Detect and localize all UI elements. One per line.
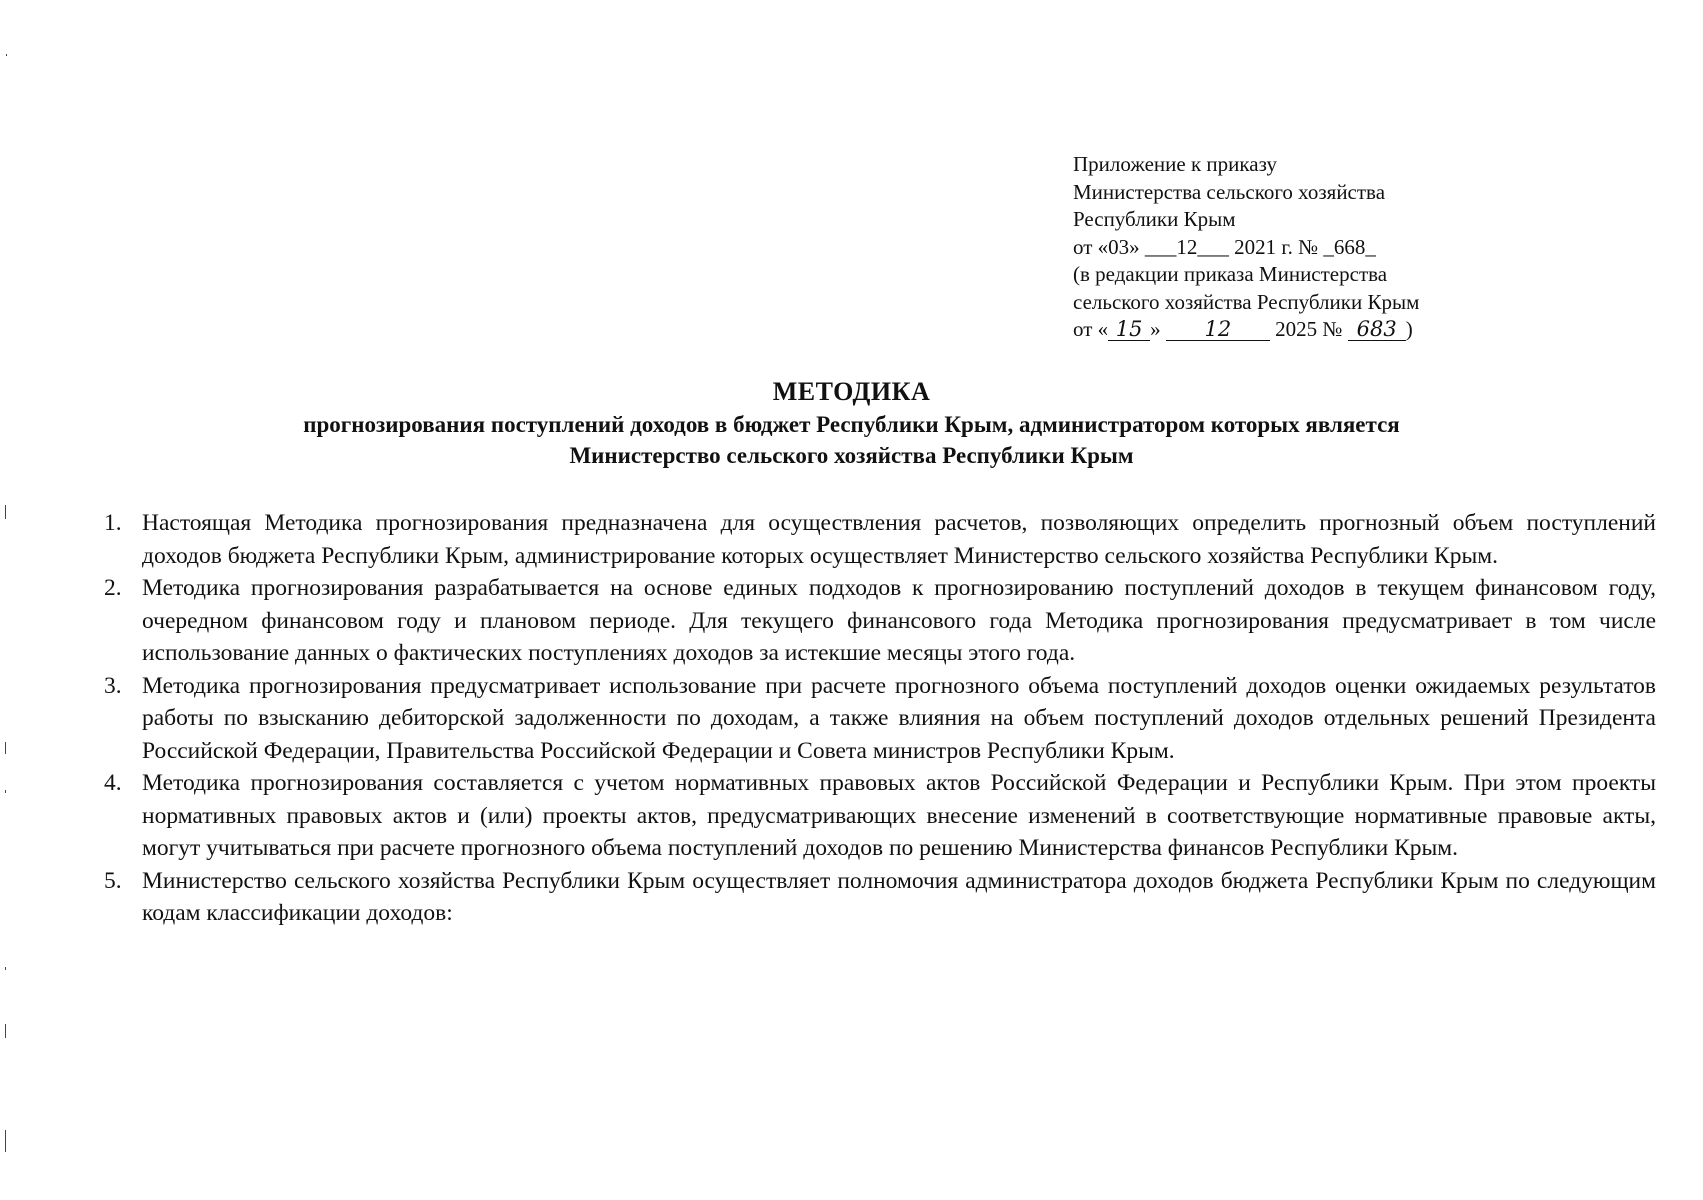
list-item [100,670,1656,768]
list-item [100,572,1656,670]
item-number: 5. [104,867,122,894]
document-subtitle-line: прогнозирования поступлений доходов в бюджет Республики Крым, администратором которых является [303,412,1400,437]
list-item [100,767,1656,865]
handwritten-month: 12 [1166,318,1270,341]
appendix-line: (в редакции приказа Министерства [1073,262,1388,286]
item-text: Методика прогнозирования разрабатывается на основе единых подходов к прогнозированию поступлений доходов в текущем финансовом году, очередном финансовом году и плановом периоде. Для текущего финансового года Методика прогнозирования предусматривает в том числе использование данных о фактических поступлениях доходов за истекшие месяцы этого года. [142,575,1656,666]
handwritten-order-number: 683 [1348,318,1406,341]
numbered-paragraph-list [100,507,1656,930]
item-number: 1. [104,510,122,536]
appendix-line: сельского хозяйства Республики Крым [1073,289,1420,314]
scan-margin-mark [5,742,6,754]
scan-margin-mark [5,1024,6,1038]
amendment-date-line [1073,316,1493,344]
document-title-block [0,375,1703,471]
scan-margin-mark [6,54,7,56]
item-text: Министерство сельского хозяйства Республики Крым осуществляет полномочия администратора доходов бюджета Республики Крым по следующим кодам классификации доходов: [142,867,1656,926]
appendix-line: Приложение к приказу [1073,152,1277,176]
item-number: 4. [104,770,122,796]
handwritten-day: 15 [1108,318,1150,341]
scan-margin-mark [5,967,6,970]
amend-mid: » [1150,317,1161,341]
appendix-line: Республики Крым [1073,207,1236,231]
appendix-reference [1073,151,1493,344]
scan-margin-mark [5,790,6,793]
item-number: 3. [104,672,122,699]
list-item [100,507,1656,572]
amend-year: 2025 № [1275,317,1343,341]
amend-prefix: от « [1073,317,1109,341]
scan-margin-mark [5,505,6,519]
list-item [100,865,1656,930]
item-number: 2. [104,575,122,601]
appendix-line: от «03» ___12___ 2021 г. № _668_ [1073,234,1376,259]
item-text: Методика прогнозирования предусматривает использование при расчете прогнозного объема поступлений доходов оценки ожидаемых результатов работы по взысканию дебиторской задолженности по доходам, а также влияния на объем поступлений доходов отдельных решений Президента Российской Федерации, Правительства Российской Федерации и Совета министров Республики Крым. [142,672,1656,764]
appendix-line: Министерства сельского хозяйства [1073,179,1386,204]
document-title: МЕТОДИКА [772,377,931,406]
scan-margin-mark [5,1130,6,1152]
item-text: Настоящая Методика прогнозирования предназначена для осуществления расчетов, позволяющих определить прогнозный объем поступлений доходов бюджета Республики Крым, администрирование которых осуществляет Министерство сельского хозяйства Республики Крым. [142,510,1656,569]
document-subtitle-line: Министерство сельского хозяйства Республики Крым [569,443,1134,468]
amend-suffix: ) [1405,317,1413,341]
item-text: Методика прогнозирования составляется с учетом нормативных правовых актов Российской Федерации и Республики Крым. При этом проекты нормативных правовых актов и (или) проекты актов, предусматривающих внесение изменений в соответствующие нормативные правовые акты, могут учитываться при расчете прогнозного объема поступлений доходов по решению Министерства финансов Республики Крым. [142,770,1656,861]
